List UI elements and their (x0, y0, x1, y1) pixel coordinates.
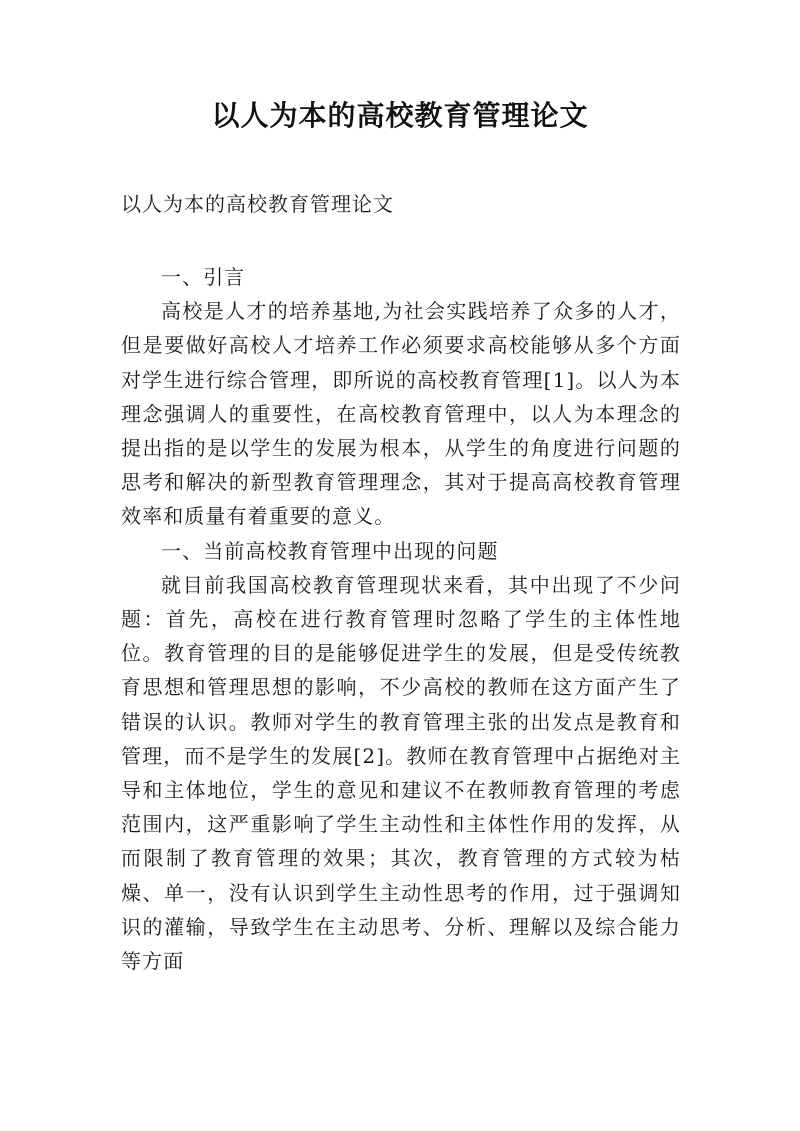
section-heading-problems: 一、当前高校教育管理中出现的问题 (161, 538, 499, 563)
document-body (121, 260, 681, 978)
paragraph-intro: 高校是人才的培养基地,为社会实践培养了众多的人才，但是要做好高校人才培养工作必须要求高校能够从多个方面对学生进行综合管理，即所说的高校教育管理[1]。以人为本理念强调人的重要性，在高校教育管理中，以人为本理念的提出指的是以学生的发展为根本，从学生的角度进行问题的思考和解决的新型教育管理理念，其对于提高高校教育管理效率和质量有着重要的意义。 (121, 299, 681, 529)
section-heading-intro: 一、引言 (161, 265, 246, 289)
paragraph-problems: 就目前我国高校教育管理现状来看，其中出现了不少问题：首先，高校在进行教育管理时忽略了学生的主体性地位。教育管理的目的是能够促进学生的发展，但是受传统教育思想和管理思想的影响，不少高校的教师在这方面产生了错误的认识。教师对学生的教育管理主张的出发点是教育和管理，而不是学生的发展[2]。教师在教育管理中占据绝对主导和主体地位，学生的意见和建议不在教师教育管理的考虑范围内，这严重影响了学生主动性和主体性作用的发挥，从而限制了教育管理的效果；其次，教育管理的方式较为枯燥、单一，没有认识到学生主动性思考的作用，过于强调知识的灌输，导致学生在主动思考、分析、理解以及综合能力等方面 (121, 572, 681, 974)
document-subtitle: 以人为本的高校教育管理论文 (121, 192, 394, 216)
document-title: 以人为本的高校教育管理论文 (211, 99, 589, 132)
